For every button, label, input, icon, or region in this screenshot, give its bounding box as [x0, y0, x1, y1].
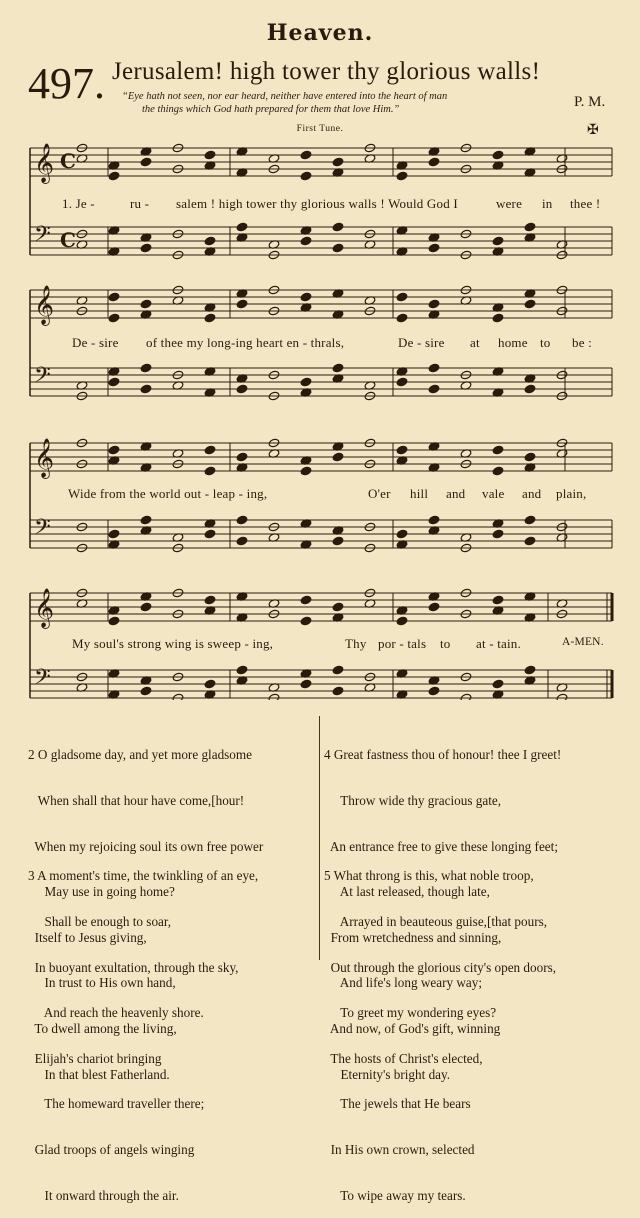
- note-head: [236, 515, 248, 525]
- meter-label: P. M.: [574, 94, 606, 110]
- stanza-line: Arrayed in beauteous guise,[that pours,: [324, 914, 548, 930]
- note-head: [428, 515, 440, 525]
- hymn-number: 497.: [28, 59, 105, 108]
- lyric-system-1-f: thee !: [570, 196, 601, 211]
- note-head: [300, 150, 312, 160]
- stanza-line: 2 O gladsome day, and yet more gladsome: [28, 747, 253, 763]
- note-head: [300, 616, 312, 626]
- note-head: [204, 313, 216, 323]
- lyric-system-1-d: were: [496, 196, 523, 211]
- note-head: [332, 536, 344, 546]
- stanza-line: To wipe away my tears.: [324, 1187, 466, 1203]
- lyric-system-3-a: Wide from the world out - leap - ing,: [68, 486, 268, 501]
- lyric-amen: A-MEN.: [562, 636, 604, 648]
- lyric-system-3-f: and: [522, 486, 542, 501]
- note-head: [140, 363, 152, 373]
- lyric-system-4-a: My soul's strong wing is sweep - ing,: [72, 636, 274, 651]
- stanza-line: The hosts of Christ's elected,: [324, 1050, 483, 1066]
- note-head: [236, 665, 248, 675]
- stanza-line: The homeward traveller there;: [28, 1096, 205, 1112]
- bass-clef-icon: 𝄢: [34, 665, 51, 695]
- note-head: [332, 665, 344, 675]
- note-head: [204, 445, 216, 455]
- stanza-line: And now, of God's gift, winning: [324, 1021, 501, 1037]
- note-head: [524, 299, 536, 309]
- lyric-system-1-c: salem ! high tower thy glorious walls ! Would God I: [176, 196, 458, 211]
- note-head: [108, 529, 120, 539]
- note-head: [300, 236, 312, 246]
- note-head: [268, 693, 280, 700]
- stanza-line: And reach the heavenly shore.: [28, 1005, 204, 1021]
- stanza-line: Elijah's chariot bringing: [28, 1050, 162, 1066]
- note-head: [492, 529, 504, 539]
- lyric-system-4-e: at - tain.: [476, 636, 521, 651]
- note-head: [204, 150, 216, 160]
- note-head: [492, 150, 504, 160]
- epigraph-line-2: the things which God hath prepared for them that love Him.”: [142, 104, 400, 115]
- note-head: [556, 693, 568, 700]
- section-heading: Heaven.: [266, 20, 374, 46]
- bass-clef-icon: 𝄢: [34, 515, 51, 545]
- note-head: [428, 243, 440, 253]
- stanza-line: In buoyant exultation, through the sky,: [28, 959, 239, 975]
- stanza-line: Itself to Jesus giving,: [28, 929, 147, 945]
- stanza-line: Throw wide thy gracious gate,: [324, 793, 502, 809]
- note-head: [108, 377, 120, 387]
- note-head: [396, 616, 408, 626]
- note-head: [460, 693, 472, 700]
- cross-mark-icon: ✠: [587, 123, 599, 138]
- note-head: [524, 665, 536, 675]
- note-head: [204, 236, 216, 246]
- note-head: [492, 313, 504, 323]
- note-head: [236, 536, 248, 546]
- stanza-line: Out through the glorious city's open doors,: [324, 959, 557, 975]
- note-head: [236, 222, 248, 232]
- treble-clef-icon: 𝄞: [34, 143, 55, 183]
- note-head: [332, 157, 344, 167]
- lyric-system-4-d: to: [440, 636, 451, 651]
- time-signature-icon: C: [60, 149, 76, 173]
- stanza-line: To dwell among the living,: [28, 1021, 177, 1037]
- stanza-line: May use in going home?: [28, 884, 175, 900]
- note-head: [524, 536, 536, 546]
- note-head: [396, 313, 408, 323]
- stanza-line: In His own crown, selected: [324, 1142, 475, 1158]
- stanza-line: In trust to His own hand,: [28, 975, 176, 991]
- stanza-line: To greet my wondering eyes?: [324, 1005, 497, 1021]
- stanza-line: The jewels that He bears: [324, 1096, 471, 1112]
- note-head: [140, 602, 152, 612]
- lyric-system-3-c: hill: [410, 486, 429, 501]
- note-head: [140, 243, 152, 253]
- note-head: [108, 616, 120, 626]
- note-head: [396, 529, 408, 539]
- lyric-system-2-f: to: [540, 335, 551, 350]
- note-head: [204, 679, 216, 689]
- treble-clef-icon: 𝄞: [34, 438, 55, 478]
- bass-clef-icon: 𝄢: [34, 363, 51, 393]
- bass-clef-icon: 𝄢: [34, 222, 51, 252]
- stanza-line: 4 Great fastness thou of honour! thee I greet!: [324, 747, 562, 763]
- column-divider: [319, 716, 320, 960]
- stanza-line: When my rejoicing soul its own free power: [28, 838, 264, 854]
- note-head: [236, 384, 248, 394]
- note-head: [332, 602, 344, 612]
- note-head: [108, 292, 120, 302]
- note-head: [524, 384, 536, 394]
- note-head: [524, 222, 536, 232]
- lyric-system-2-c: De - sire: [398, 335, 445, 350]
- lyric-system-3-b: O'er: [368, 486, 391, 501]
- note-head: [428, 363, 440, 373]
- stanza-line: Glad troops of angels winging: [28, 1142, 195, 1158]
- lyric-system-4-b: Thy: [345, 636, 367, 651]
- lyric-system-3-e: vale: [482, 486, 505, 501]
- note-head: [204, 529, 216, 539]
- note-head: [204, 466, 216, 476]
- note-head: [300, 377, 312, 387]
- note-head: [108, 445, 120, 455]
- note-head: [108, 171, 120, 181]
- note-head: [140, 299, 152, 309]
- note-head: [396, 445, 408, 455]
- note-head: [428, 686, 440, 696]
- lyric-system-2-d: at: [470, 335, 480, 350]
- note-head: [396, 171, 408, 181]
- stanza-line: From wretchedness and sinning,: [324, 929, 502, 945]
- stanza-line: At last released, though late,: [324, 884, 490, 900]
- treble-clef-icon: 𝄞: [34, 588, 55, 628]
- tune-label: First Tune.: [296, 124, 344, 134]
- epigraph-line-1: “Eye hath not seen, nor ear heard, neither have entered into the heart of man: [122, 91, 448, 102]
- treble-clef-icon: 𝄞: [34, 285, 55, 325]
- note-head: [204, 595, 216, 605]
- note-head: [492, 466, 504, 476]
- stanza-5: [324, 838, 556, 1218]
- note-head: [396, 292, 408, 302]
- note-head: [396, 377, 408, 387]
- stanza-line: 3 A moment's time, the twinkling of an eye,: [28, 868, 259, 884]
- hymn-title: Jerusalem! high tower thy glorious walls!: [112, 58, 541, 85]
- note-head: [428, 157, 440, 167]
- note-head: [140, 157, 152, 167]
- note-head: [492, 679, 504, 689]
- note-head: [300, 595, 312, 605]
- note-head: [332, 222, 344, 232]
- stanza-line: And life's long weary way;: [324, 975, 483, 991]
- note-head: [492, 595, 504, 605]
- stanza-line: When shall that hour have come,[hour!: [28, 793, 245, 809]
- lyric-system-2-e: home: [498, 335, 528, 350]
- lyric-system-3-d: and: [446, 486, 466, 501]
- time-signature-icon: C: [60, 228, 76, 252]
- note-head: [236, 452, 248, 462]
- stanza-line: In that blest Fatherland.: [28, 1066, 170, 1082]
- note-head: [140, 515, 152, 525]
- note-head: [300, 466, 312, 476]
- lyric-system-2-g: be :: [572, 335, 592, 350]
- note-head: [332, 686, 344, 696]
- stanza-line: An entrance free to give these longing feet;: [324, 838, 558, 854]
- note-head: [300, 679, 312, 689]
- lyric-system-3-g: plain,: [556, 486, 587, 501]
- lyric-system-1-a: 1. Je -: [62, 196, 95, 211]
- note-head: [332, 452, 344, 462]
- note-head: [524, 452, 536, 462]
- lyric-system-1-b: ru -: [130, 196, 150, 211]
- lyric-system-2-a: De - sire: [72, 335, 119, 350]
- lyric-system-2-b: of thee my long-ing heart en - thrals,: [146, 335, 345, 350]
- note-head: [428, 602, 440, 612]
- stanza-3: [28, 838, 258, 1218]
- note-head: [172, 693, 184, 700]
- note-head: [492, 236, 504, 246]
- note-head: [524, 515, 536, 525]
- note-head: [140, 384, 152, 394]
- note-head: [236, 299, 248, 309]
- stanza-line: Shall be enough to soar,: [28, 914, 172, 930]
- stanza-line: Eternity's bright day.: [324, 1066, 451, 1082]
- note-head: [428, 384, 440, 394]
- stanza-line: It onward through the air.: [28, 1187, 179, 1203]
- note-head: [492, 445, 504, 455]
- note-head: [140, 686, 152, 696]
- stanza-line: 5 What throng is this, what noble troop,: [324, 868, 534, 884]
- note-head: [300, 171, 312, 181]
- lyric-system-1-e: in: [542, 196, 553, 211]
- note-head: [332, 363, 344, 373]
- note-head: [332, 243, 344, 253]
- note-head: [300, 292, 312, 302]
- lyric-system-4-c: por - tals: [378, 636, 427, 651]
- note-head: [108, 313, 120, 323]
- note-head: [428, 299, 440, 309]
